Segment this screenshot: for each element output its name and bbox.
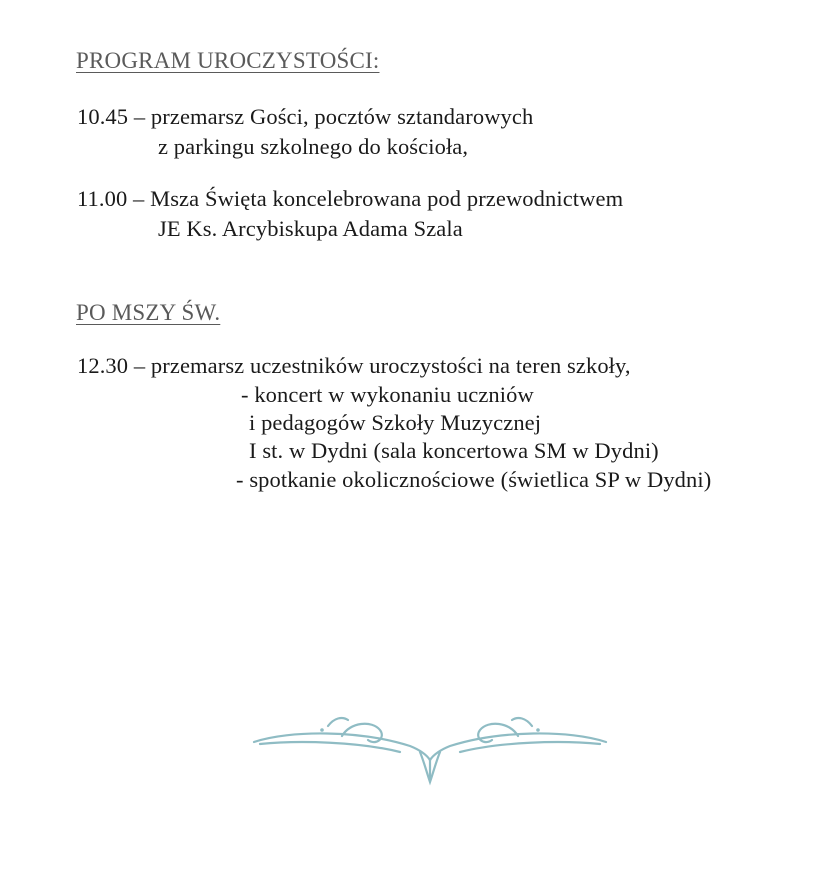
program-item-line: 12.30 – przemarsz uczestników uroczystości na teren szkoły, (77, 353, 631, 378)
flourish-divider-icon (250, 708, 610, 788)
program-subitem-line: i pedagogów Szkoły Muzycznej (249, 410, 542, 435)
program-item-line: 11.00 – Msza Święta koncelebrowana pod przewodnictwem (77, 186, 624, 211)
program-item-line: JE Ks. Arcybiskupa Adama Szala (158, 216, 463, 241)
program-subitem-line: I st. w Dydni (sala koncertowa SM w Dydni) (249, 438, 659, 463)
program-subitem-line: - spotkanie okolicznościowe (świetlica SP w Dydni) (236, 467, 712, 492)
after-mass-heading: PO MSZY ŚW. (76, 300, 221, 325)
program-heading: PROGRAM UROCZYSTOŚCI: (76, 48, 380, 73)
program-item-line: z parkingu szkolnego do kościoła, (158, 134, 469, 159)
program-subitem-line: - koncert w wykonaniu uczniów (241, 382, 534, 407)
program-item-line: 10.45 – przemarsz Gości, pocztów sztandarowych (77, 104, 534, 129)
